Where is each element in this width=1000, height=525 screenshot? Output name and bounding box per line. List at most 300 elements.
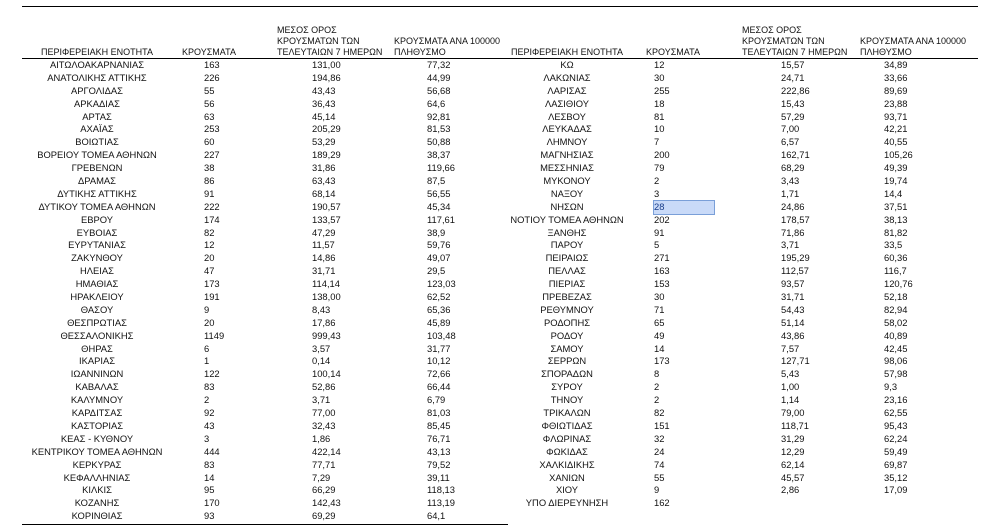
region-cell[interactable]: ΛΗΜΝΟΥ xyxy=(546,136,588,148)
avg7-cell[interactable]: 31,29 xyxy=(781,432,805,444)
cases-cell[interactable]: 14 xyxy=(204,471,215,483)
avg7-cell[interactable]: 63,43 xyxy=(312,175,336,187)
region-cell[interactable]: ΚΙΛΚΙΣ xyxy=(82,484,112,496)
region-cell[interactable]: ΡΕΘΥΜΝΟΥ xyxy=(540,303,594,315)
per100k-cell[interactable]: 49,39 xyxy=(884,162,908,174)
rows xyxy=(22,59,508,523)
cases-cell[interactable]: 8 xyxy=(654,368,660,380)
cases-cell[interactable]: 151 xyxy=(654,419,670,431)
per100k-cell[interactable]: 38,9 xyxy=(427,226,446,238)
region-cell[interactable]: ΣΥΡΟΥ xyxy=(551,381,583,393)
region-cell[interactable]: ΠΙΕΡΙΑΣ xyxy=(548,278,586,290)
cases-cell[interactable]: 2 xyxy=(654,394,660,406)
per100k-cell[interactable]: 34,89 xyxy=(884,59,908,70)
per100k-cell[interactable]: 35,12 xyxy=(884,471,908,483)
per100k-cell[interactable]: 23,88 xyxy=(884,97,908,109)
avg7-cell[interactable]: 1,71 xyxy=(781,187,800,199)
per100k-cell[interactable]: 58,02 xyxy=(884,316,908,328)
region-cell[interactable]: ΒΟΙΩΤΙΑΣ xyxy=(75,136,119,148)
region-cell[interactable]: ΠΕΙΡΑΙΩΣ xyxy=(545,252,589,264)
cases-cell[interactable]: 163 xyxy=(204,59,220,70)
region-cell[interactable]: ΚΑΒΑΛΑΣ xyxy=(75,381,119,393)
per100k-cell[interactable]: 38,13 xyxy=(884,213,908,225)
per100k-cell[interactable]: 42,21 xyxy=(884,123,908,135)
region-cell[interactable]: ΧΑΛΚΙΔΙΚΗΣ xyxy=(539,458,595,470)
avg7-cell[interactable]: 3,71 xyxy=(781,239,800,251)
region-cell[interactable]: ΜΕΣΣΗΝΙΑΣ xyxy=(540,162,594,174)
per100k-cell[interactable]: 119,66 xyxy=(427,162,455,174)
region-cell[interactable]: ΛΑΚΩΝΙΑΣ xyxy=(543,71,591,83)
per100k-cell[interactable]: 62,55 xyxy=(884,407,908,419)
region-cell[interactable]: ΚΑΣΤΟΡΙΑΣ xyxy=(70,419,124,431)
avg7-cell[interactable]: 43,86 xyxy=(781,329,805,341)
avg7-cell[interactable]: 31,71 xyxy=(312,265,336,277)
avg7-cell[interactable]: 3,43 xyxy=(781,175,800,187)
cases-cell[interactable]: 71 xyxy=(654,303,665,315)
region-cell[interactable]: ΙΚΑΡΙΑΣ xyxy=(78,355,116,367)
region-cell[interactable]: ΚΩ xyxy=(560,59,574,70)
avg7-cell[interactable]: 12,29 xyxy=(781,445,805,457)
cases-cell[interactable]: 170 xyxy=(204,497,220,509)
region-cell[interactable]: ΤΗΝΟΥ xyxy=(550,394,584,406)
cases-cell[interactable]: 163 xyxy=(654,265,670,277)
region-cell[interactable]: ΗΜΑΘΙΑΣ xyxy=(75,278,119,290)
cases-cell[interactable]: 79 xyxy=(654,162,665,174)
cases-cell[interactable]: 202 xyxy=(654,213,670,225)
table-row xyxy=(508,72,978,85)
header-cases: ΚΡΟΥΣΜΑΤΑ xyxy=(182,47,236,57)
cases-cell[interactable]: 55 xyxy=(654,471,665,483)
per100k-cell[interactable]: 39,11 xyxy=(427,471,450,483)
avg7-cell[interactable]: 6,57 xyxy=(781,136,800,148)
per100k-cell[interactable]: 37,51 xyxy=(884,200,908,212)
avg7-cell[interactable]: 93,57 xyxy=(781,278,805,290)
cases-cell[interactable]: 444 xyxy=(204,445,220,457)
per100k-cell[interactable]: 56,55 xyxy=(427,187,451,199)
avg7-cell[interactable]: 68,29 xyxy=(781,162,805,174)
per100k-cell[interactable]: 113,19 xyxy=(427,497,455,509)
region-cell[interactable]: ΑΝΑΤΟΛΙΚΗΣ ΑΤΤΙΚΗΣ xyxy=(47,71,147,83)
avg7-cell[interactable]: 11,57 xyxy=(312,239,335,251)
avg7-cell[interactable]: 3,71 xyxy=(312,394,331,406)
per100k-cell[interactable]: 118,13 xyxy=(427,484,455,496)
per100k-cell[interactable]: 62,52 xyxy=(427,291,451,303)
region-cell[interactable]: ΠΡΕΒΕΖΑΣ xyxy=(542,291,592,303)
cases-cell[interactable]: 60 xyxy=(204,136,215,148)
region-cell[interactable]: ΡΟΔΟΠΗΣ xyxy=(543,316,591,328)
avg7-cell[interactable]: 71,86 xyxy=(781,226,805,238)
region-cell[interactable]: ΑΧΑΪΑΣ xyxy=(80,123,114,135)
avg7-cell[interactable]: 422,14 xyxy=(312,445,341,457)
per100k-cell[interactable]: 76,71 xyxy=(427,432,451,444)
region-cell[interactable]: ΑΡΓΟΛΙΔΑΣ xyxy=(71,84,123,96)
cases-cell[interactable]: 18 xyxy=(654,97,665,109)
avg7-cell[interactable]: 51,14 xyxy=(781,316,805,328)
cases-cell[interactable]: 173 xyxy=(204,278,220,290)
cases-cell[interactable]: 6 xyxy=(204,342,210,354)
region-cell[interactable]: ΦΛΩΡΙΝΑΣ xyxy=(542,432,592,444)
cases-cell[interactable]: 30 xyxy=(654,291,665,303)
region-cell[interactable]: ΘΕΣΠΡΩΤΙΑΣ xyxy=(67,316,127,328)
cases-cell[interactable]: 12 xyxy=(204,239,215,251)
avg7-cell[interactable]: 0,14 xyxy=(312,355,331,367)
cases-cell[interactable]: 86 xyxy=(204,175,215,187)
per100k-cell[interactable]: 92,81 xyxy=(427,110,451,122)
region-cell[interactable]: ΑΙΤΩΛΟΑΚΑΡΝΑΝΙΑΣ xyxy=(49,59,145,70)
per100k-cell[interactable]: 60,36 xyxy=(884,252,908,264)
per100k-cell[interactable]: 64,6 xyxy=(427,97,446,109)
region-cell[interactable]: ΛΕΥΚΑΔΑΣ xyxy=(542,123,592,135)
cases-cell[interactable]: 55 xyxy=(204,84,215,96)
region-cell[interactable]: ΚΕΝΤΡΙΚΟΥ ΤΟΜΕΑ ΑΘΗΝΩΝ xyxy=(31,445,163,457)
per100k-cell[interactable]: 59,49 xyxy=(884,445,908,457)
avg7-cell[interactable]: 15,43 xyxy=(781,97,805,109)
avg7-cell[interactable]: 1,86 xyxy=(312,432,331,444)
per100k-cell[interactable]: 45,89 xyxy=(427,316,451,328)
avg7-cell[interactable]: 68,14 xyxy=(312,187,336,199)
region-cell[interactable]: ΗΡΑΚΛΕΙΟΥ xyxy=(70,291,124,303)
avg7-cell[interactable]: 5,43 xyxy=(781,368,800,380)
region-cell[interactable]: ΑΡΤΑΣ xyxy=(82,110,112,122)
cases-cell[interactable]: 10 xyxy=(654,123,665,135)
cases-cell[interactable]: 38 xyxy=(204,162,215,174)
header-cases: ΚΡΟΥΣΜΑΤΑ xyxy=(646,47,700,57)
per100k-cell[interactable]: 69,87 xyxy=(884,458,908,470)
cases-cell[interactable]: 2 xyxy=(654,175,660,187)
per100k-cell[interactable]: 98,06 xyxy=(884,355,908,367)
avg7-cell[interactable]: 36,43 xyxy=(312,97,336,109)
region-cell[interactable]: ΧΙΟΥ xyxy=(555,484,579,496)
region-cell[interactable]: ΖΑΚΥΝΘΟΥ xyxy=(71,252,123,264)
per100k-cell[interactable]: 38,37 xyxy=(427,149,451,161)
avg7-cell[interactable]: 77,71 xyxy=(312,458,336,470)
per100k-cell[interactable]: 50,88 xyxy=(427,136,451,148)
region-cell[interactable]: ΥΠΟ ΔΙΕΡΕΥΝΗΣΗ xyxy=(525,497,609,509)
per100k-cell[interactable]: 59,76 xyxy=(427,239,451,251)
per100k-cell[interactable]: 95,43 xyxy=(884,419,908,431)
avg7-cell[interactable]: 79,00 xyxy=(781,407,805,419)
per100k-cell[interactable]: 79,52 xyxy=(427,458,451,470)
region-cell[interactable]: ΧΑΝΙΩΝ xyxy=(549,471,585,483)
per100k-cell[interactable]: 43,13 xyxy=(427,445,451,457)
avg7-cell[interactable]: 999,43 xyxy=(312,329,341,341)
per100k-cell[interactable]: 10,12 xyxy=(427,355,451,367)
cases-cell[interactable]: 20 xyxy=(204,316,215,328)
per100k-cell[interactable]: 44,99 xyxy=(427,71,451,83)
avg7-cell[interactable]: 112,57 xyxy=(781,265,809,277)
cases-cell[interactable]: 32 xyxy=(654,432,665,444)
region-cell[interactable]: ΛΑΣΙΘΙΟΥ xyxy=(544,97,590,109)
cases-cell[interactable]: 253 xyxy=(204,123,220,135)
cases-cell[interactable]: 24 xyxy=(654,445,665,457)
cases-cell[interactable]: 7 xyxy=(654,136,660,148)
cases-cell[interactable]: 162 xyxy=(654,497,670,509)
region-cell[interactable]: ΦΩΚΙΔΑΣ xyxy=(546,445,588,457)
cases-cell[interactable]: 255 xyxy=(654,84,670,96)
cases-cell[interactable]: 122 xyxy=(204,368,220,380)
cases-cell[interactable]: 174 xyxy=(204,213,220,225)
per100k-cell[interactable]: 81,82 xyxy=(884,226,908,238)
per100k-cell[interactable]: 31,77 xyxy=(427,342,451,354)
avg7-cell[interactable]: 43,43 xyxy=(312,84,336,96)
table-row xyxy=(508,136,978,149)
per100k-cell[interactable]: 81,53 xyxy=(427,123,451,135)
region-cell[interactable]: ΚΕΦΑΛΛΗΝΙΑΣ xyxy=(63,471,131,483)
cases-cell[interactable]: 5 xyxy=(654,239,660,251)
per100k-cell[interactable]: 33,5 xyxy=(884,239,903,251)
per100k-cell[interactable]: 117,61 xyxy=(427,213,455,225)
avg7-cell[interactable]: 131,00 xyxy=(312,59,341,70)
region-cell[interactable]: ΣΕΡΡΩΝ xyxy=(547,355,587,367)
per100k-cell[interactable]: 29,5 xyxy=(427,265,446,277)
cases-cell[interactable]: 65 xyxy=(654,316,665,328)
region-cell[interactable]: ΕΥΡΥΤΑΝΙΑΣ xyxy=(68,239,126,251)
avg7-cell[interactable]: 194,86 xyxy=(312,71,341,83)
region-cell[interactable]: ΒΟΡΕΙΟΥ ΤΟΜΕΑ ΑΘΗΝΩΝ xyxy=(37,149,157,161)
cases-cell[interactable]: 30 xyxy=(654,71,665,83)
cases-cell[interactable]: 14 xyxy=(654,342,665,354)
cases-cell[interactable]: 43 xyxy=(204,419,215,431)
per100k-cell[interactable]: 81,03 xyxy=(427,407,451,419)
avg7-cell[interactable]: 2,86 xyxy=(781,484,800,496)
region-cell[interactable]: ΠΑΡΟΥ xyxy=(550,239,584,251)
table-row xyxy=(508,304,978,317)
cases-cell[interactable]: 82 xyxy=(654,407,665,419)
avg7-cell[interactable]: 45,57 xyxy=(781,471,805,483)
avg7-cell[interactable]: 127,71 xyxy=(781,355,810,367)
cases-cell[interactable]: 2 xyxy=(204,394,210,406)
per100k-cell[interactable]: 93,71 xyxy=(884,110,908,122)
cases-cell[interactable]: 81 xyxy=(654,110,665,122)
region-cell[interactable]: ΙΩΑΝΝΙΝΩΝ xyxy=(70,368,124,380)
per100k-cell[interactable]: 120,76 xyxy=(884,278,913,290)
table-row xyxy=(22,381,508,394)
per100k-cell[interactable]: 116,7 xyxy=(884,265,907,277)
per100k-cell[interactable]: 9,3 xyxy=(884,381,898,393)
region-cell[interactable]: ΔΥΤΙΚΗΣ ΑΤΤΙΚΗΣ xyxy=(57,187,137,199)
avg7-cell[interactable]: 189,29 xyxy=(312,149,341,161)
cases-cell[interactable]: 1 xyxy=(204,355,210,367)
avg7-cell[interactable]: 142,43 xyxy=(312,497,341,509)
cases-cell[interactable]: 56 xyxy=(204,97,215,109)
avg7-cell[interactable]: 14,86 xyxy=(312,252,336,264)
per100k-cell[interactable]: 57,98 xyxy=(884,368,908,380)
cases-cell[interactable]: 63 xyxy=(204,110,215,122)
avg7-cell[interactable]: 31,71 xyxy=(781,291,805,303)
cases-cell[interactable]: 191 xyxy=(204,291,220,303)
cases-cell[interactable]: 49 xyxy=(654,329,665,341)
avg7-cell[interactable]: 47,29 xyxy=(312,226,336,238)
cases-cell[interactable]: 47 xyxy=(204,265,215,277)
region-cell[interactable]: ΔΡΑΜΑΣ xyxy=(78,175,116,187)
per100k-cell[interactable]: 19,74 xyxy=(884,175,908,187)
region-cell[interactable]: ΚΕΡΚΥΡΑΣ xyxy=(72,458,122,470)
per100k-cell[interactable]: 33,66 xyxy=(884,71,908,83)
region-cell[interactable]: ΦΘΙΩΤΙΔΑΣ xyxy=(541,419,593,431)
avg7-cell[interactable]: 178,57 xyxy=(781,213,810,225)
cases-cell[interactable]: 9 xyxy=(204,303,210,315)
avg7-cell[interactable]: 17,86 xyxy=(312,316,336,328)
avg7-cell[interactable]: 3,57 xyxy=(312,342,331,354)
cases-cell[interactable]: 83 xyxy=(204,458,215,470)
avg7-cell[interactable]: 1,14 xyxy=(781,394,800,406)
table-row xyxy=(22,265,508,278)
avg7-cell[interactable]: 54,43 xyxy=(781,303,805,315)
table-row xyxy=(508,175,978,188)
avg7-cell[interactable]: 45,14 xyxy=(312,110,336,122)
per100k-cell[interactable]: 52,18 xyxy=(884,291,908,303)
per100k-cell[interactable]: 123,03 xyxy=(427,278,456,290)
cases-cell[interactable]: 12 xyxy=(654,59,665,70)
per100k-cell[interactable]: 42,45 xyxy=(884,342,908,354)
cases-cell[interactable]: 74 xyxy=(654,458,665,470)
region-cell[interactable]: ΣΠΟΡΑΔΩΝ xyxy=(541,368,593,380)
table-row xyxy=(22,214,508,227)
per100k-cell[interactable]: 66,44 xyxy=(427,381,451,393)
avg7-cell[interactable]: 114,14 xyxy=(312,278,340,290)
avg7-cell[interactable]: 1,00 xyxy=(781,381,800,393)
region-cell[interactable]: ΔΥΤΙΚΟΥ ΤΟΜΕΑ ΑΘΗΝΩΝ xyxy=(38,200,156,212)
cases-cell[interactable]: 271 xyxy=(654,252,670,264)
avg7-cell[interactable]: 77,00 xyxy=(312,407,336,419)
region-cell[interactable]: ΡΟΔΟΥ xyxy=(550,329,584,341)
cases-cell[interactable]: 83 xyxy=(204,381,215,393)
per100k-cell[interactable]: 49,07 xyxy=(427,252,451,264)
table-header xyxy=(508,12,978,58)
cases-cell[interactable]: 91 xyxy=(204,187,215,199)
per100k-cell[interactable]: 40,55 xyxy=(884,136,908,148)
per100k-cell[interactable]: 72,66 xyxy=(427,368,451,380)
table-row xyxy=(508,227,978,240)
cases-cell[interactable]: 91 xyxy=(654,226,665,238)
region-cell[interactable]: ΘΗΡΑΣ xyxy=(81,342,113,354)
avg7-cell[interactable]: 32,43 xyxy=(312,419,336,431)
cases-cell[interactable]: 227 xyxy=(204,149,220,161)
per100k-cell[interactable]: 64,1 xyxy=(427,510,446,522)
avg7-cell[interactable]: 222,86 xyxy=(781,84,810,96)
table-row xyxy=(22,459,508,472)
cases-cell[interactable]: 1149 xyxy=(204,329,225,341)
avg7-cell[interactable]: 24,71 xyxy=(781,71,805,83)
region-cell[interactable]: ΝΟΤΙΟΥ ΤΟΜΕΑ ΑΘΗΝΩΝ xyxy=(510,213,624,225)
per100k-cell[interactable]: 85,45 xyxy=(427,419,451,431)
cases-cell[interactable]: 93 xyxy=(204,510,215,522)
per100k-cell[interactable]: 103,48 xyxy=(427,329,456,341)
per100k-cell[interactable]: 17,09 xyxy=(884,484,908,496)
cases-cell[interactable]: 200 xyxy=(654,149,670,161)
per100k-cell[interactable]: 77,32 xyxy=(427,59,451,70)
avg7-cell[interactable]: 31,86 xyxy=(312,162,336,174)
region-cell[interactable]: ΘΑΣΟΥ xyxy=(80,303,114,315)
table-row xyxy=(508,111,978,124)
avg7-cell[interactable]: 57,29 xyxy=(781,110,805,122)
region-cell[interactable]: ΚΕΑΣ - ΚΥΘΝΟΥ xyxy=(60,432,134,444)
cases-cell[interactable]: 173 xyxy=(654,355,670,367)
avg7-cell[interactable]: 205,29 xyxy=(312,123,341,135)
region-cell[interactable]: ΠΕΛΛΑΣ xyxy=(548,265,586,277)
per100k-cell[interactable]: 87,5 xyxy=(427,175,446,187)
region-cell[interactable]: ΘΕΣΣΑΛΟΝΙΚΗΣ xyxy=(60,329,134,341)
cases-cell[interactable]: 2 xyxy=(654,381,660,393)
cases-cell[interactable]: 226 xyxy=(204,71,220,83)
cases-cell[interactable]: 222 xyxy=(204,200,220,212)
per100k-cell[interactable]: 6,79 xyxy=(427,394,446,406)
region-cell[interactable]: ΣΑΜΟΥ xyxy=(550,342,584,354)
cases-cell[interactable]: 82 xyxy=(204,226,215,238)
per100k-cell[interactable]: 14,4 xyxy=(884,187,903,199)
avg7-cell[interactable]: 69,29 xyxy=(312,510,336,522)
avg7-cell[interactable]: 195,29 xyxy=(781,252,810,264)
region-cell[interactable]: ΗΛΕΙΑΣ xyxy=(80,265,114,277)
region-cell[interactable]: ΕΒΡΟΥ xyxy=(80,213,113,225)
cases-cell[interactable]: 3 xyxy=(204,432,210,444)
per100k-cell[interactable]: 65,36 xyxy=(427,303,451,315)
avg7-cell[interactable]: 66,29 xyxy=(312,484,336,496)
region-cell[interactable]: ΕΥΒΟΙΑΣ xyxy=(76,226,118,238)
region-cell[interactable]: ΚΟΖΑΝΗΣ xyxy=(74,497,120,509)
region-cell[interactable]: ΤΡΙΚΑΛΩΝ xyxy=(543,407,591,419)
avg7-cell[interactable]: 24,86 xyxy=(781,200,805,212)
selected-cell[interactable]: 28 xyxy=(654,201,714,214)
avg7-cell[interactable]: 8,43 xyxy=(312,303,331,315)
avg7-cell[interactable]: 52,86 xyxy=(312,381,336,393)
per100k-cell[interactable]: 23,16 xyxy=(884,394,908,406)
region-cell[interactable]: ΞΑΝΘΗΣ xyxy=(547,226,587,238)
avg7-cell[interactable]: 53,29 xyxy=(312,136,336,148)
region-cell[interactable]: ΚΑΡΔΙΤΣΑΣ xyxy=(71,407,123,419)
avg7-cell[interactable]: 100,14 xyxy=(312,368,341,380)
avg7-cell[interactable]: 62,14 xyxy=(781,458,805,470)
avg7-cell[interactable]: 162,71 xyxy=(781,149,810,161)
per100k-cell[interactable]: 40,89 xyxy=(884,329,908,341)
avg7-cell[interactable]: 190,57 xyxy=(312,200,341,212)
cases-cell[interactable]: 3 xyxy=(654,187,660,199)
table-row xyxy=(508,98,978,111)
cases-cell[interactable]: 95 xyxy=(204,484,215,496)
region-cell[interactable]: ΚΑΛΥΜΝΟΥ xyxy=(70,394,124,406)
per100k-cell[interactable]: 62,24 xyxy=(884,432,908,444)
region-cell[interactable]: ΛΑΡΙΣΑΣ xyxy=(547,84,587,96)
avg7-cell[interactable]: 7,29 xyxy=(312,471,331,483)
cases-cell[interactable]: 92 xyxy=(204,407,215,419)
per100k-cell[interactable]: 89,69 xyxy=(884,84,908,96)
cases-cell[interactable]: 153 xyxy=(654,278,670,290)
region-cell[interactable]: ΜΑΓΝΗΣΙΑΣ xyxy=(540,149,594,161)
region-cell[interactable]: ΑΡΚΑΔΙΑΣ xyxy=(74,97,120,109)
per100k-cell[interactable]: 82,94 xyxy=(884,303,908,315)
avg7-cell[interactable]: 15,57 xyxy=(781,59,805,70)
region-cell[interactable]: ΝΗΣΩΝ xyxy=(550,200,584,212)
top-rule xyxy=(22,6,508,7)
region-cell[interactable]: ΛΕΣΒΟΥ xyxy=(548,110,586,122)
region-cell[interactable]: ΝΑΞΟΥ xyxy=(550,187,584,199)
cases-cell[interactable]: 9 xyxy=(654,484,660,496)
avg7-cell[interactable]: 7,00 xyxy=(781,123,800,135)
table-row xyxy=(22,188,508,201)
region-cell[interactable]: ΜΥΚΟΝΟΥ xyxy=(543,175,591,187)
per100k-cell[interactable]: 45,34 xyxy=(427,200,451,212)
avg7-cell[interactable]: 133,57 xyxy=(312,213,341,225)
avg7-cell[interactable]: 138,00 xyxy=(312,291,341,303)
per100k-cell[interactable]: 105,26 xyxy=(884,149,913,161)
table-row xyxy=(508,291,978,304)
region-cell[interactable]: ΚΟΡΙΝΘΙΑΣ xyxy=(71,510,123,522)
avg7-cell[interactable]: 118,71 xyxy=(781,419,809,431)
cases-cell[interactable]: 20 xyxy=(204,252,215,264)
region-cell[interactable]: ΓΡΕΒΕΝΩΝ xyxy=(71,162,123,174)
avg7-cell[interactable]: 7,57 xyxy=(781,342,800,354)
per100k-cell[interactable]: 56,68 xyxy=(427,84,451,96)
